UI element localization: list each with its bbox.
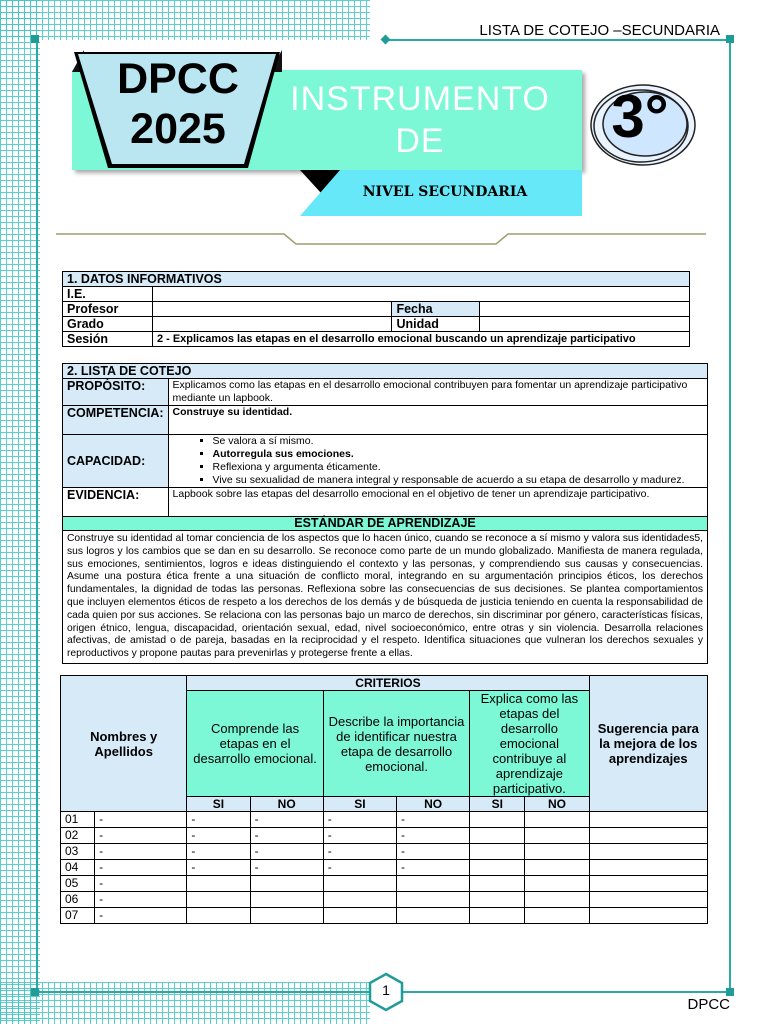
table-row — [61, 892, 708, 908]
frame-diamond — [381, 35, 391, 45]
list-item: ▪ Autorregula sus emociones. — [213, 448, 703, 461]
grid-pattern-left — [0, 0, 40, 1024]
student-name-cell[interactable]: - — [95, 908, 187, 924]
si-cell[interactable] — [187, 908, 250, 924]
si-cell[interactable] — [470, 812, 525, 828]
evaluation-rows — [61, 812, 708, 924]
si-cell[interactable] — [470, 860, 525, 876]
corner-square — [726, 35, 734, 43]
table-row — [61, 876, 708, 892]
no-header: NO — [250, 797, 323, 812]
profesor-field[interactable] — [152, 302, 392, 317]
estandar-title: ESTÁNDAR DE APRENDIZAJE — [63, 517, 708, 531]
corner-square — [31, 988, 39, 996]
student-name-cell[interactable]: - — [95, 892, 187, 908]
no-cell[interactable] — [250, 876, 323, 892]
row-number: 02 — [61, 828, 95, 844]
ie-field[interactable] — [152, 287, 689, 302]
evidencia-value: Lapbook sobre las etapas del desarrollo emocional en el objetivo de tener un aprendizaje participativo. — [168, 488, 707, 517]
sugerencia-cell[interactable] — [589, 844, 707, 860]
criterio-1: Comprende las etapas en el desarrollo emocional. — [187, 691, 323, 797]
lista-cotejo-table — [62, 363, 708, 664]
grade-label: 3° — [611, 83, 669, 150]
dpcc-title: DPCC 2025 — [117, 55, 239, 153]
no-cell[interactable] — [525, 876, 589, 892]
no-cell[interactable] — [525, 812, 589, 828]
criterios-header: CRITERIOS — [187, 676, 589, 691]
si-cell[interactable]: - — [187, 860, 250, 876]
capacidad-label: CAPACIDAD: — [63, 435, 169, 488]
sugerencia-header: Sugerencia para la mejora de los aprendizajes — [589, 676, 707, 812]
grid-pattern-bottom — [0, 982, 370, 1024]
student-name-cell[interactable]: - — [95, 860, 187, 876]
row-number: 04 — [61, 860, 95, 876]
no-cell[interactable] — [525, 908, 589, 924]
si-cell[interactable] — [323, 876, 396, 892]
unidad-field[interactable] — [480, 317, 690, 332]
student-name-cell[interactable]: - — [95, 876, 187, 892]
si-cell[interactable]: - — [187, 844, 250, 860]
no-cell[interactable]: - — [397, 860, 470, 876]
capacidades-list — [173, 435, 703, 487]
no-cell[interactable]: - — [250, 828, 323, 844]
corner-square — [31, 35, 39, 43]
no-cell[interactable] — [397, 892, 470, 908]
no-cell[interactable] — [525, 844, 589, 860]
criterios-table — [60, 675, 708, 924]
frame-line-left — [36, 38, 38, 993]
grado-label: Grado — [63, 317, 153, 332]
si-cell[interactable]: - — [323, 844, 396, 860]
row-number: 05 — [61, 876, 95, 892]
list-item: ▪ Vive su sexualidad de manera integral y responsable de acuerdo a su etapa de desarrollo y madurez. — [213, 474, 703, 487]
no-header: NO — [525, 797, 589, 812]
si-cell[interactable] — [187, 876, 250, 892]
no-cell[interactable]: - — [250, 844, 323, 860]
competencia-value: Construye su identidad. — [168, 406, 707, 435]
table-row — [61, 844, 708, 860]
table-row — [61, 860, 708, 876]
row-number: 03 — [61, 844, 95, 860]
si-cell[interactable] — [470, 828, 525, 844]
frame-line-right — [729, 39, 731, 992]
si-cell[interactable] — [470, 844, 525, 860]
fecha-label: Fecha — [392, 302, 480, 317]
page-number: 1 — [382, 982, 390, 998]
student-name-cell[interactable]: - — [95, 844, 187, 860]
fecha-field[interactable] — [480, 302, 690, 317]
si-cell[interactable]: - — [187, 812, 250, 828]
si-cell[interactable] — [470, 892, 525, 908]
sesion-value: 2 - Explicamos las etapas en el desarrollo emocional buscando un aprendizaje participativo — [152, 332, 689, 347]
table-row — [61, 828, 708, 844]
grado-field[interactable] — [152, 317, 392, 332]
row-number: 01 — [61, 812, 95, 828]
si-cell[interactable] — [323, 892, 396, 908]
nombres-header: Nombres y Apellidos — [61, 676, 187, 812]
proposito-value: Explicamos como las etapas en el desarrollo emocional contribuyen para fomentar un aprendizaje participativo mediante un lapbook. — [168, 379, 707, 406]
sugerencia-cell[interactable] — [589, 860, 707, 876]
no-cell[interactable] — [250, 892, 323, 908]
sesion-label: Sesión — [63, 332, 153, 347]
list-item: ▪ Se valora a sí mismo. — [213, 435, 703, 448]
si-cell[interactable] — [323, 908, 396, 924]
si-cell[interactable]: - — [323, 812, 396, 828]
row-number: 07 — [61, 908, 95, 924]
no-cell[interactable] — [525, 892, 589, 908]
sugerencia-cell[interactable] — [589, 828, 707, 844]
si-header: SI — [323, 797, 396, 812]
no-cell[interactable]: - — [397, 828, 470, 844]
profesor-label: Profesor — [63, 302, 153, 317]
no-cell[interactable] — [397, 908, 470, 924]
datos-informativos-table — [62, 271, 690, 347]
frame-line-top — [385, 39, 730, 41]
evidencia-label: EVIDENCIA: — [63, 488, 169, 517]
header-divider — [56, 228, 706, 248]
row-number: 06 — [61, 892, 95, 908]
student-name-cell[interactable]: - — [95, 828, 187, 844]
table-row — [61, 812, 708, 828]
no-cell[interactable] — [397, 876, 470, 892]
no-cell[interactable]: - — [397, 812, 470, 828]
no-cell[interactable] — [250, 908, 323, 924]
sugerencia-cell[interactable] — [589, 812, 707, 828]
si-header: SI — [187, 797, 250, 812]
si-cell[interactable]: - — [187, 828, 250, 844]
list-item: ▪ Reflexiona y argumenta éticamente. — [213, 461, 703, 474]
si-cell[interactable] — [470, 876, 525, 892]
no-cell[interactable]: - — [250, 812, 323, 828]
table-row — [61, 908, 708, 924]
section-title: 1. DATOS INFORMATIVOS — [63, 272, 690, 287]
criterio-3: Explica como las etapas del desarrollo emocional contribuye al aprendizaje participativo. — [470, 691, 589, 797]
sugerencia-cell[interactable] — [589, 876, 707, 892]
no-header: NO — [397, 797, 470, 812]
no-cell[interactable]: - — [250, 860, 323, 876]
no-cell[interactable] — [525, 860, 589, 876]
sugerencia-cell[interactable] — [589, 892, 707, 908]
si-cell[interactable] — [470, 908, 525, 924]
competencia-label: COMPETENCIA: — [63, 406, 169, 435]
nivel-label: NIVEL SECUNDARIA — [362, 184, 528, 200]
document-header: LISTA DE COTEJO –SECUNDARIA — [479, 22, 720, 39]
section-title: 2. LISTA DE COTEJO — [63, 364, 708, 379]
si-header: SI — [470, 797, 525, 812]
document-footer: DPCC — [687, 996, 730, 1013]
capacidades-cell — [168, 435, 707, 488]
instrument-title: INSTRUMENTO DE — [290, 80, 550, 160]
no-cell[interactable] — [525, 828, 589, 844]
si-cell[interactable]: - — [323, 828, 396, 844]
unidad-label: Unidad — [392, 317, 480, 332]
grid-pattern-top — [0, 0, 370, 40]
si-cell[interactable]: - — [323, 860, 396, 876]
sugerencia-cell[interactable] — [589, 908, 707, 924]
si-cell[interactable] — [187, 892, 250, 908]
estandar-text: Construye su identidad al tomar conciencia de los aspectos que lo hacen único, cuando se reconoce a sí mismo y valora sus identidades5, sus logros y los cambios que se dan en su desarrollo. Se reconoce como parte de un mundo globalizado. Manifiesta de manera regulada, sus emociones, sentimientos, logros e ideas distinguiendo el contexto y las personas, y comprendiendo sus causas y consecuencias. Asume una postura ética frente a una situación de conflicto moral, integrando en su argumentación principios éticos, los derechos fundamentales, la dignidad de todas las personas. Reflexiona sobre las consecuencias de sus decisiones. Se plantea comportamientos que incluyen elementos éticos de respeto a los derechos de los demás y de búsqueda de justicia teniendo en cuenta la responsabilidad de cada quien por sus acciones. Se relaciona con las personas bajo un marco de derechos, sin discriminar por género, características físicas, origen étnico, lengua, discapacidad, orientación sexual, edad, nivel socioeconómico, entre otras y sin violencia. Desarrolla relaciones afectivas, de amistad o de pareja, basadas en la reciprocidad y el respeto. Identifica situaciones que vulneran los derechos sexuales y reproductivos y propone pautas para prevenirlas y protegerse frente a ellas. — [63, 531, 708, 664]
no-cell[interactable]: - — [397, 844, 470, 860]
corner-square — [726, 988, 734, 996]
criterio-2: Describe la importancia de identificar nuestra etapa de desarrollo emocional. — [323, 691, 469, 797]
proposito-label: PROPÓSITO: — [63, 379, 169, 406]
ie-label: I.E. — [63, 287, 153, 302]
student-name-cell[interactable]: - — [95, 812, 187, 828]
